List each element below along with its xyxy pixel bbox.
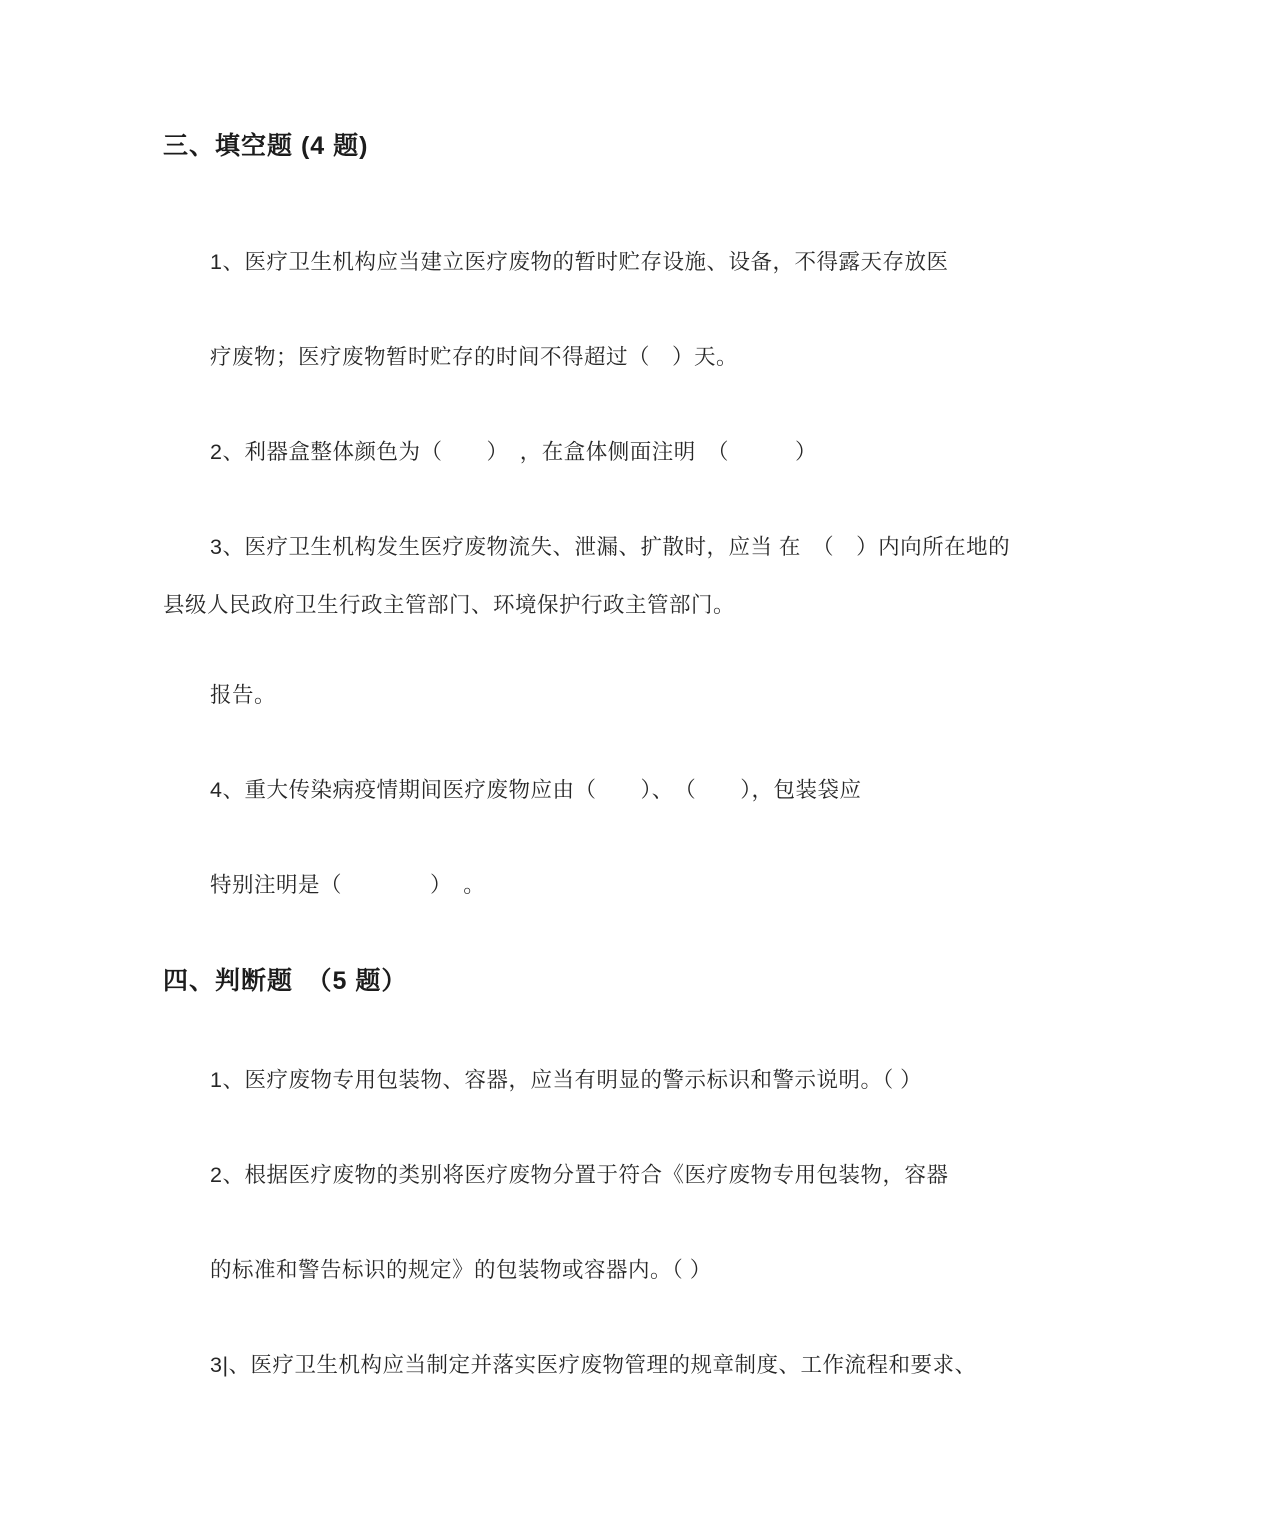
question-line: 特别注明是（ ） 。 [210,873,486,897]
question-line: 3、医疗卫生机构发生医疗废物流失、泄漏、扩散时，应当 在 （ ）内向所在地的 [210,535,1011,559]
question-line: 1、医疗卫生机构应当建立医疗废物的暂时贮存设施、设备，不得露天存放医 [210,250,949,274]
question-line: 2、根据医疗废物的类别将医疗废物分置于符合《医疗废物专用包装物，容器 [210,1163,949,1187]
section-heading-fill-in-blank: 三、填空题 (4 题) [163,132,369,160]
question-line: 1、医疗废物专用包装物、容器，应当有明显的警示标识和警示说明。（ ） [210,1068,923,1092]
question-line: 的标准和警告标识的规定》的包装物或容器内。（ ） [210,1258,712,1282]
question-line: 3|、医疗卫生机构应当制定并落实医疗废物管理的规章制度、工作流程和要求、 [210,1353,977,1377]
question-line: 疗废物；医疗废物暂时贮存的时间不得超过（ ）天。 [210,345,739,369]
question-line: 报告。 [210,683,277,707]
question-line: 2、利器盒整体颜色为（ ） ，在盒体侧面注明 （ ） [210,440,817,464]
section-heading-true-false: 四、判断题 （5 题） [163,967,408,995]
question-line-continuation: 县级人民政府卫生行政主管部门、环境保护行政主管部门。 [163,593,736,617]
question-line: 4、重大传染病疫情期间医疗废物应由（ ）、 （ ），包装袋应 [210,778,862,802]
